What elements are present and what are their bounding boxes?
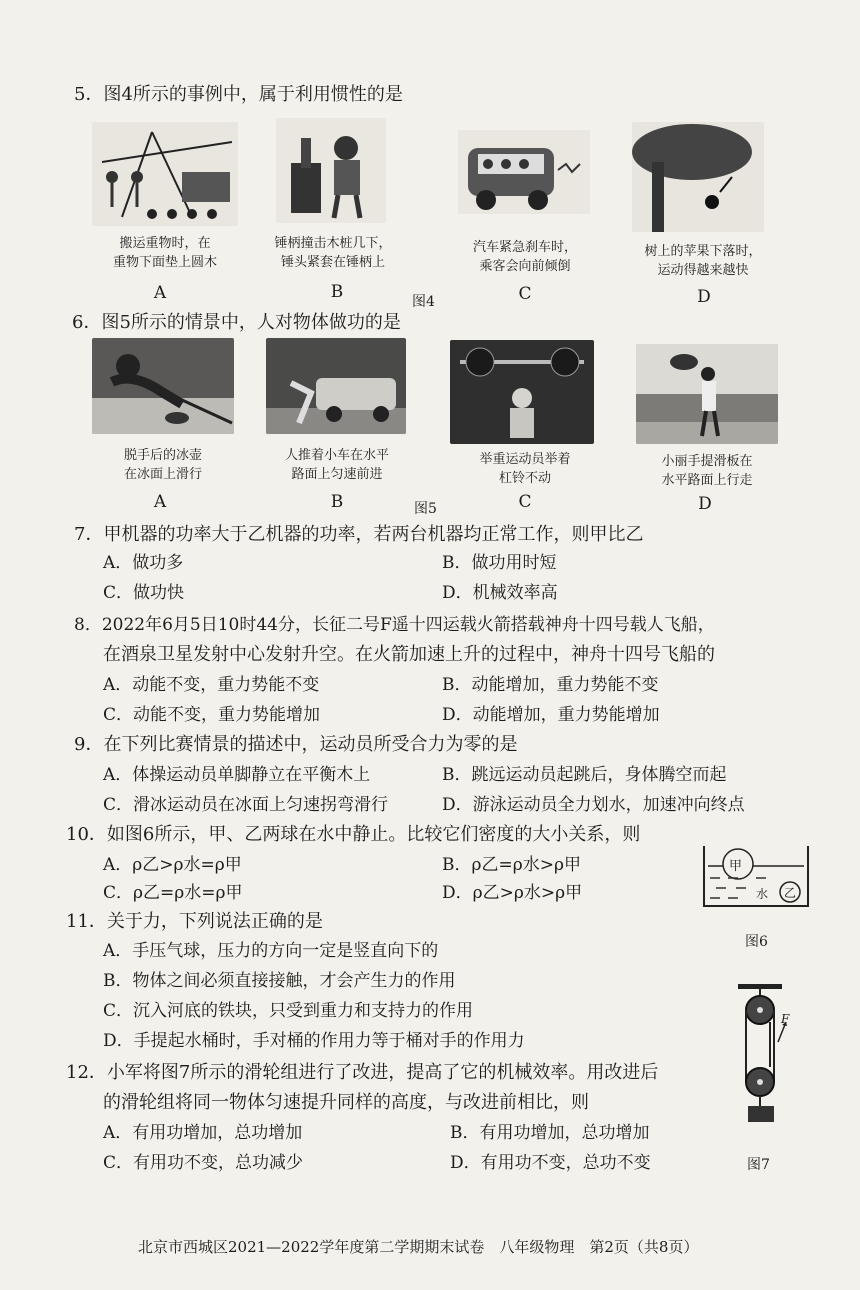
q5-image-a [92, 122, 238, 226]
q6-letter-d: D [698, 494, 712, 514]
q7-option-a: A．做功多 [103, 553, 184, 573]
caption-line: 在冰面上滑行 [123, 467, 202, 482]
q9-stem: 9．在下列比赛情景的描述中，运动员所受合力为零的是 [74, 734, 518, 755]
q6-caption-b [262, 446, 412, 484]
q9-option-a: A．体操运动员单脚静立在平衡木上 [103, 765, 371, 785]
q8-option-a: A．动能不变，重力势能不变 [103, 675, 320, 695]
figure-7-pulley-diagram [730, 982, 790, 1142]
caption-line: 锤头紧套在锤柄上 [280, 255, 385, 270]
q5-letter-a: A [153, 283, 167, 303]
q11-option-c: C．沉入河底的铁块，只受到重力和支持力的作用 [103, 1001, 474, 1021]
q11-option-d: D．手提起水桶时，手对桶的作用力等于桶对手的作用力 [103, 1031, 525, 1051]
q5-image-b [276, 118, 386, 223]
caption-line: 汽车紧急刹车时， [472, 240, 577, 255]
figure-6-label: 图6 [745, 934, 768, 950]
q5-letter-b: B [330, 282, 344, 302]
q6-stem: 6．图5所示的情景中，人对物体做功的是 [72, 312, 401, 333]
caption-line: 路面上匀速前进 [291, 467, 383, 482]
q9-option-b: B．跳远运动员起跳后，身体腾空而起 [442, 765, 727, 785]
q9-option-d: D．游泳运动员全力划水，加速冲向终点 [442, 795, 745, 815]
q7-option-d: D．机械效率高 [442, 583, 558, 603]
figure-7-label: 图7 [747, 1157, 770, 1173]
q5-image-d [632, 122, 764, 232]
q11-stem: 11．关于力，下列说法正确的是 [66, 911, 323, 932]
caption-line: 搬运重物时，在 [119, 236, 211, 251]
q10-option-a: A．ρ乙>ρ水=ρ甲 [103, 855, 242, 875]
q8-option-c: C．动能不变，重力势能增加 [103, 705, 321, 725]
q12-stem-line2: 的滑轮组将同一物体匀速提升同样的高度，与改进前相比，则 [103, 1092, 589, 1113]
q10-stem: 10．如图6所示，甲、乙两球在水中静止。比较它们密度的大小关系，则 [66, 824, 641, 845]
q5-caption-d [628, 242, 778, 280]
caption-line: 树上的苹果下落时， [644, 244, 762, 259]
caption-line: 人推着小车在水平 [284, 448, 389, 463]
force-f-label: F [781, 1012, 790, 1026]
page-footer: 北京市西城区2021—2022学年度第二学期期末试卷 八年级物理 第2页（共8页） [138, 1238, 699, 1256]
q12-option-b: B．有用功增加，总功增加 [450, 1123, 650, 1143]
q5-caption-c [450, 238, 600, 276]
q6-caption-d [632, 452, 782, 490]
caption-line: 重物下面垫上圆木 [112, 255, 217, 270]
q8-stem-line2: 在酒泉卫星发射中心发射升空。在火箭加速上升的过程中，神舟十四号飞船的 [103, 644, 715, 665]
q10-option-b: B．ρ乙=ρ水>ρ甲 [442, 855, 581, 875]
q10-option-d: D．ρ乙>ρ水>ρ甲 [442, 883, 583, 903]
q12-stem-line1: 12．小军将图7所示的滑轮组进行了改进，提高了它的机械效率。用改进后 [66, 1062, 659, 1083]
q5-caption-b [258, 234, 408, 272]
q6-image-d [636, 344, 778, 444]
q5-letter-d: D [697, 287, 711, 307]
water-label: 水 [756, 887, 769, 901]
q8-option-d: D．动能增加，重力势能增加 [442, 705, 660, 725]
q6-caption-a [88, 446, 238, 484]
figure-6-diagram [700, 842, 812, 922]
q11-option-b: B．物体之间必须直接接触，才会产生力的作用 [103, 971, 456, 991]
q7-option-b: B．做功用时短 [442, 553, 557, 573]
q8-stem-line1: 8．2022年6月5日10时44分，长征二号F遥十四运载火箭搭载神舟十四号载人飞船， [74, 615, 715, 635]
q5-letter-c: C [518, 284, 532, 304]
figure-5-label: 图5 [414, 501, 437, 517]
q7-option-c: C．做功快 [103, 583, 185, 603]
q6-letter-c: C [518, 492, 532, 512]
caption-line: 脱手后的冰壶 [123, 448, 202, 463]
q12-option-a: A．有用功增加，总功增加 [103, 1123, 303, 1143]
q5-stem: 5．图4所示的事例中，属于利用惯性的是 [74, 84, 403, 105]
q6-image-a [92, 338, 234, 434]
figure-4-label: 图4 [412, 294, 435, 310]
q5-caption-a [80, 234, 250, 272]
q9-option-c: C．滑冰运动员在冰面上匀速拐弯滑行 [103, 795, 389, 815]
q5-image-c [458, 130, 590, 214]
q10-option-c: C．ρ乙=ρ水=ρ甲 [103, 883, 243, 903]
q11-option-a: A．手压气球，压力的方向一定是竖直向下的 [103, 941, 439, 961]
ball-yi-label: 乙 [784, 886, 797, 900]
ball-jia-label: 甲 [729, 859, 743, 874]
caption-line: 运动得越来越快 [657, 263, 749, 278]
q6-caption-c [450, 450, 600, 488]
q6-letter-b: B [330, 492, 344, 512]
q8-option-b: B．动能增加，重力势能不变 [442, 675, 659, 695]
caption-line: 杠铃不动 [498, 471, 551, 486]
caption-line: 水平路面上行走 [661, 473, 753, 488]
caption-line: 锤柄撞击木桩几下， [274, 236, 392, 251]
q12-option-c: C．有用功不变，总功减少 [103, 1153, 304, 1173]
q12-option-d: D．有用功不变，总功不变 [450, 1153, 651, 1173]
q6-image-b [266, 338, 406, 434]
q6-image-c [450, 340, 594, 444]
caption-line: 乘客会向前倾倒 [479, 259, 571, 274]
q6-letter-a: A [153, 492, 167, 512]
caption-line: 举重运动员举着 [479, 452, 571, 467]
caption-line: 小丽手提滑板在 [661, 454, 753, 469]
q7-stem: 7．甲机器的功率大于乙机器的功率，若两台机器均正常工作，则甲比乙 [74, 524, 644, 545]
